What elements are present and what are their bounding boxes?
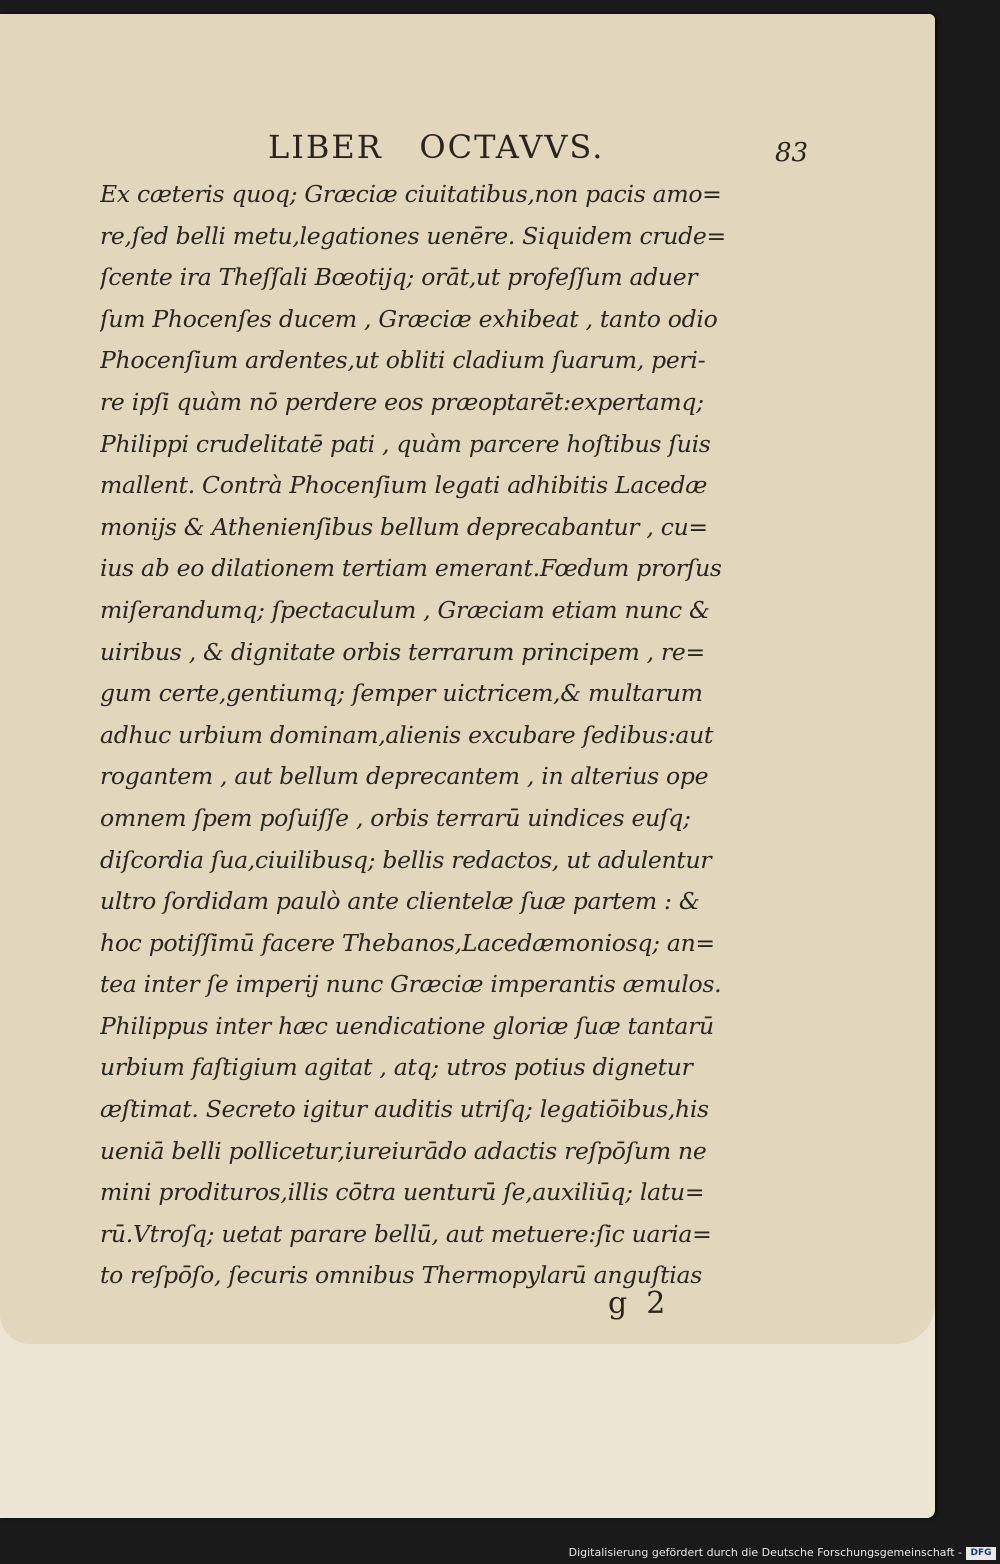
dfg-logo-icon: DFG: [966, 1547, 996, 1560]
text-line: Ex cæteris quoq; Græciæ ciuitatibus,non pacis amo=: [100, 180, 722, 208]
funding-credit: Digitalisierung gefördert durch die Deutsche Forschungsgemeinschaft -: [568, 1546, 962, 1559]
page-header: [0, 128, 935, 168]
text-line: æſtimat. Secreto igitur auditis utriſq; legatiōibus,his: [100, 1095, 709, 1124]
text-line: mini prodituros,illis cōtra uenturū ſe,auxiliūq; latu=: [100, 1178, 705, 1207]
text-line: monijs & Athenienſibus bellum deprecabantur , cu=: [100, 512, 708, 541]
text-line: gum certe,gentiumq; ſemper uictricem,& multarum: [100, 679, 703, 708]
text-line: ultro ſordidam paulò ante clientelæ ſuæ partem : &: [100, 887, 700, 916]
text-line: Philippi crudelitatē pati , quàm parcere hoſtibus ſuis: [100, 429, 711, 458]
text-line: hoc potiſſimū facere Thebanos,Lacedæmoniosq; an=: [100, 928, 715, 957]
text-line: re ipſi quàm nō perdere eos præoptarēt:expertamq;: [100, 387, 704, 416]
text-line: omnem ſpem poſuiſſe , orbis terrarū uindices euſq;: [100, 803, 691, 832]
text-line: rogantem , aut bellum deprecantem , in alterius ope: [100, 762, 709, 791]
text-line: to reſpōſo, ſecuris omnibus Thermopylarū anguſtias: [100, 1261, 702, 1290]
text-line: tea inter ſe imperij nunc Græciæ imperantis æmulos.: [100, 970, 722, 999]
text-line: adhuc urbium dominam,alienis excubare ſedibus:aut: [100, 720, 714, 749]
page-number: 83: [775, 138, 809, 168]
text-line: Philippus inter hæc uendicatione gloriæ ſuæ tantarū: [100, 1011, 714, 1040]
text-line: ſcente ira Theſſali Bœotijq; orāt,ut profeſſum aduer: [100, 263, 698, 292]
digitization-footer: [0, 1544, 1000, 1564]
text-line: diſcordia ſua,ciuilibusq; bellis redactos, ut adulentur: [100, 845, 712, 874]
text-line: ueniā belli pollicetur,iureiurādo adactis reſpōſum ne: [100, 1136, 707, 1165]
text-line: miſerandumq; ſpectaculum , Græciam etiam nunc &: [100, 595, 710, 624]
text-line: ſum Phocenſes ducem , Græciæ exhibeat , tanto odio: [100, 304, 718, 333]
text-line: mallent. Contrà Phocenſium legati adhibitis Lacedæ: [100, 471, 708, 500]
running-title: LIBER OCTAVVS.: [268, 128, 605, 166]
text-line: uiribus , & dignitate orbis terrarum principem , re=: [100, 637, 705, 666]
signature-mark: g 2: [608, 1286, 666, 1321]
body-text: [100, 174, 780, 1297]
text-line: urbium faſtigium agitat , atq; utros potius dignetur: [100, 1053, 693, 1082]
text-line: rū.Vtroſq; uetat parare bellū, aut metuere:ſic uaria=: [100, 1219, 712, 1248]
text-line: ius ab eo dilationem tertiam emerant.Fœdum prorſus: [100, 554, 722, 583]
text-line: Phocenſium ardentes,ut obliti cladium ſuarum, peri-: [100, 346, 706, 375]
book-page: [0, 14, 935, 1518]
text-line: re,ſed belli metu,legationes uenēre. Siquidem crude=: [100, 221, 726, 250]
